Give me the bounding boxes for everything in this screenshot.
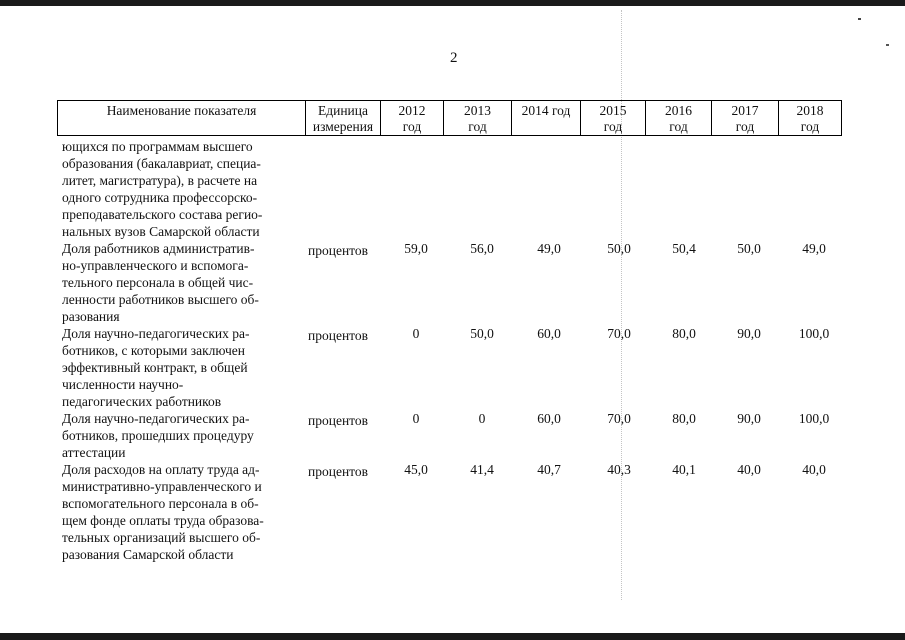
value-2017: 50,0	[737, 241, 761, 256]
header-year-2018: 2018 год	[779, 101, 842, 135]
value-2013: 41,4	[470, 462, 494, 477]
scan-fold-line	[621, 10, 622, 600]
value-2017: 40,0	[737, 462, 761, 477]
scan-top-edge	[0, 0, 905, 6]
header-indicator: Наименование показателя	[58, 101, 306, 135]
scan-speck	[858, 18, 861, 20]
value-2018: 100,0	[798, 411, 830, 426]
unit-cell: процентов	[308, 243, 369, 258]
value-2018: 100,0	[798, 326, 830, 341]
value-2012: 45,0	[404, 462, 428, 477]
value-2013: 50,0	[470, 326, 494, 341]
value-2012: 0	[412, 411, 420, 426]
unit-cell: процентов	[308, 413, 369, 428]
value-2016: 80,0	[672, 326, 696, 341]
value-2017: 90,0	[737, 326, 761, 341]
indicator-text: ющихся по программам высшего образования (бакалавриат, специа- литет, магистратура), в расчете на одного сотрудника профессорско- преподавательского состава регио- нальных вузов Самарской области	[62, 139, 263, 239]
value-2013: 56,0	[470, 241, 494, 256]
indicator-text: Доля научно-педагогических ра- ботников, с которыми заключен эффективный контракт, в общей численности научно- педагогических работников	[62, 326, 250, 409]
indicator-text: Доля расходов на оплату труда ад- министративно-управленческого и вспомогательного персонала в об- щем фонде оплаты труда образова- тельных организаций высшего об- разования Самарской области	[62, 462, 264, 562]
header-year-2013: 2013 год	[444, 101, 512, 135]
value-2017: 90,0	[737, 411, 761, 426]
indicator-text: Доля научно-педагогических ра- ботников, прошедших процедуру аттестации	[62, 411, 254, 460]
page-number: 2	[450, 50, 458, 66]
value-2016: 50,4	[672, 241, 696, 256]
value-2018: 40,0	[802, 462, 826, 477]
value-2016: 40,1	[672, 462, 696, 477]
value-2015: 40,3	[607, 462, 631, 477]
value-2012: 0	[412, 326, 420, 341]
scan-speck	[886, 44, 889, 46]
unit-cell: процентов	[308, 328, 369, 343]
value-2018: 49,0	[802, 241, 826, 256]
value-2014: 60,0	[537, 411, 561, 426]
header-unit: Единица измерения	[306, 101, 381, 135]
value-2016: 80,0	[672, 411, 696, 426]
unit-cell: процентов	[308, 464, 369, 479]
indicator-text: Доля работников административ- но-управленческого и вспомога- тельного персонала в общей чис- ленности работников высшего об- разования	[62, 241, 259, 324]
value-2015: 70,0	[607, 411, 631, 426]
value-2014: 40,7	[537, 462, 561, 477]
table-header	[57, 100, 842, 136]
scan-bottom-edge	[0, 633, 905, 640]
header-year-2017: 2017 год	[712, 101, 779, 135]
header-year-2014: 2014 год	[512, 101, 581, 135]
header-year-2012: 2012 год	[381, 101, 444, 135]
value-2014: 49,0	[537, 241, 561, 256]
value-2013: 0	[478, 411, 486, 426]
header-year-2016: 2016 год	[646, 101, 712, 135]
value-2014: 60,0	[537, 326, 561, 341]
value-2015: 50,0	[607, 241, 631, 256]
value-2012: 59,0	[404, 241, 428, 256]
value-2015: 70,0	[607, 326, 631, 341]
header-year-2015: 2015 год	[581, 101, 646, 135]
